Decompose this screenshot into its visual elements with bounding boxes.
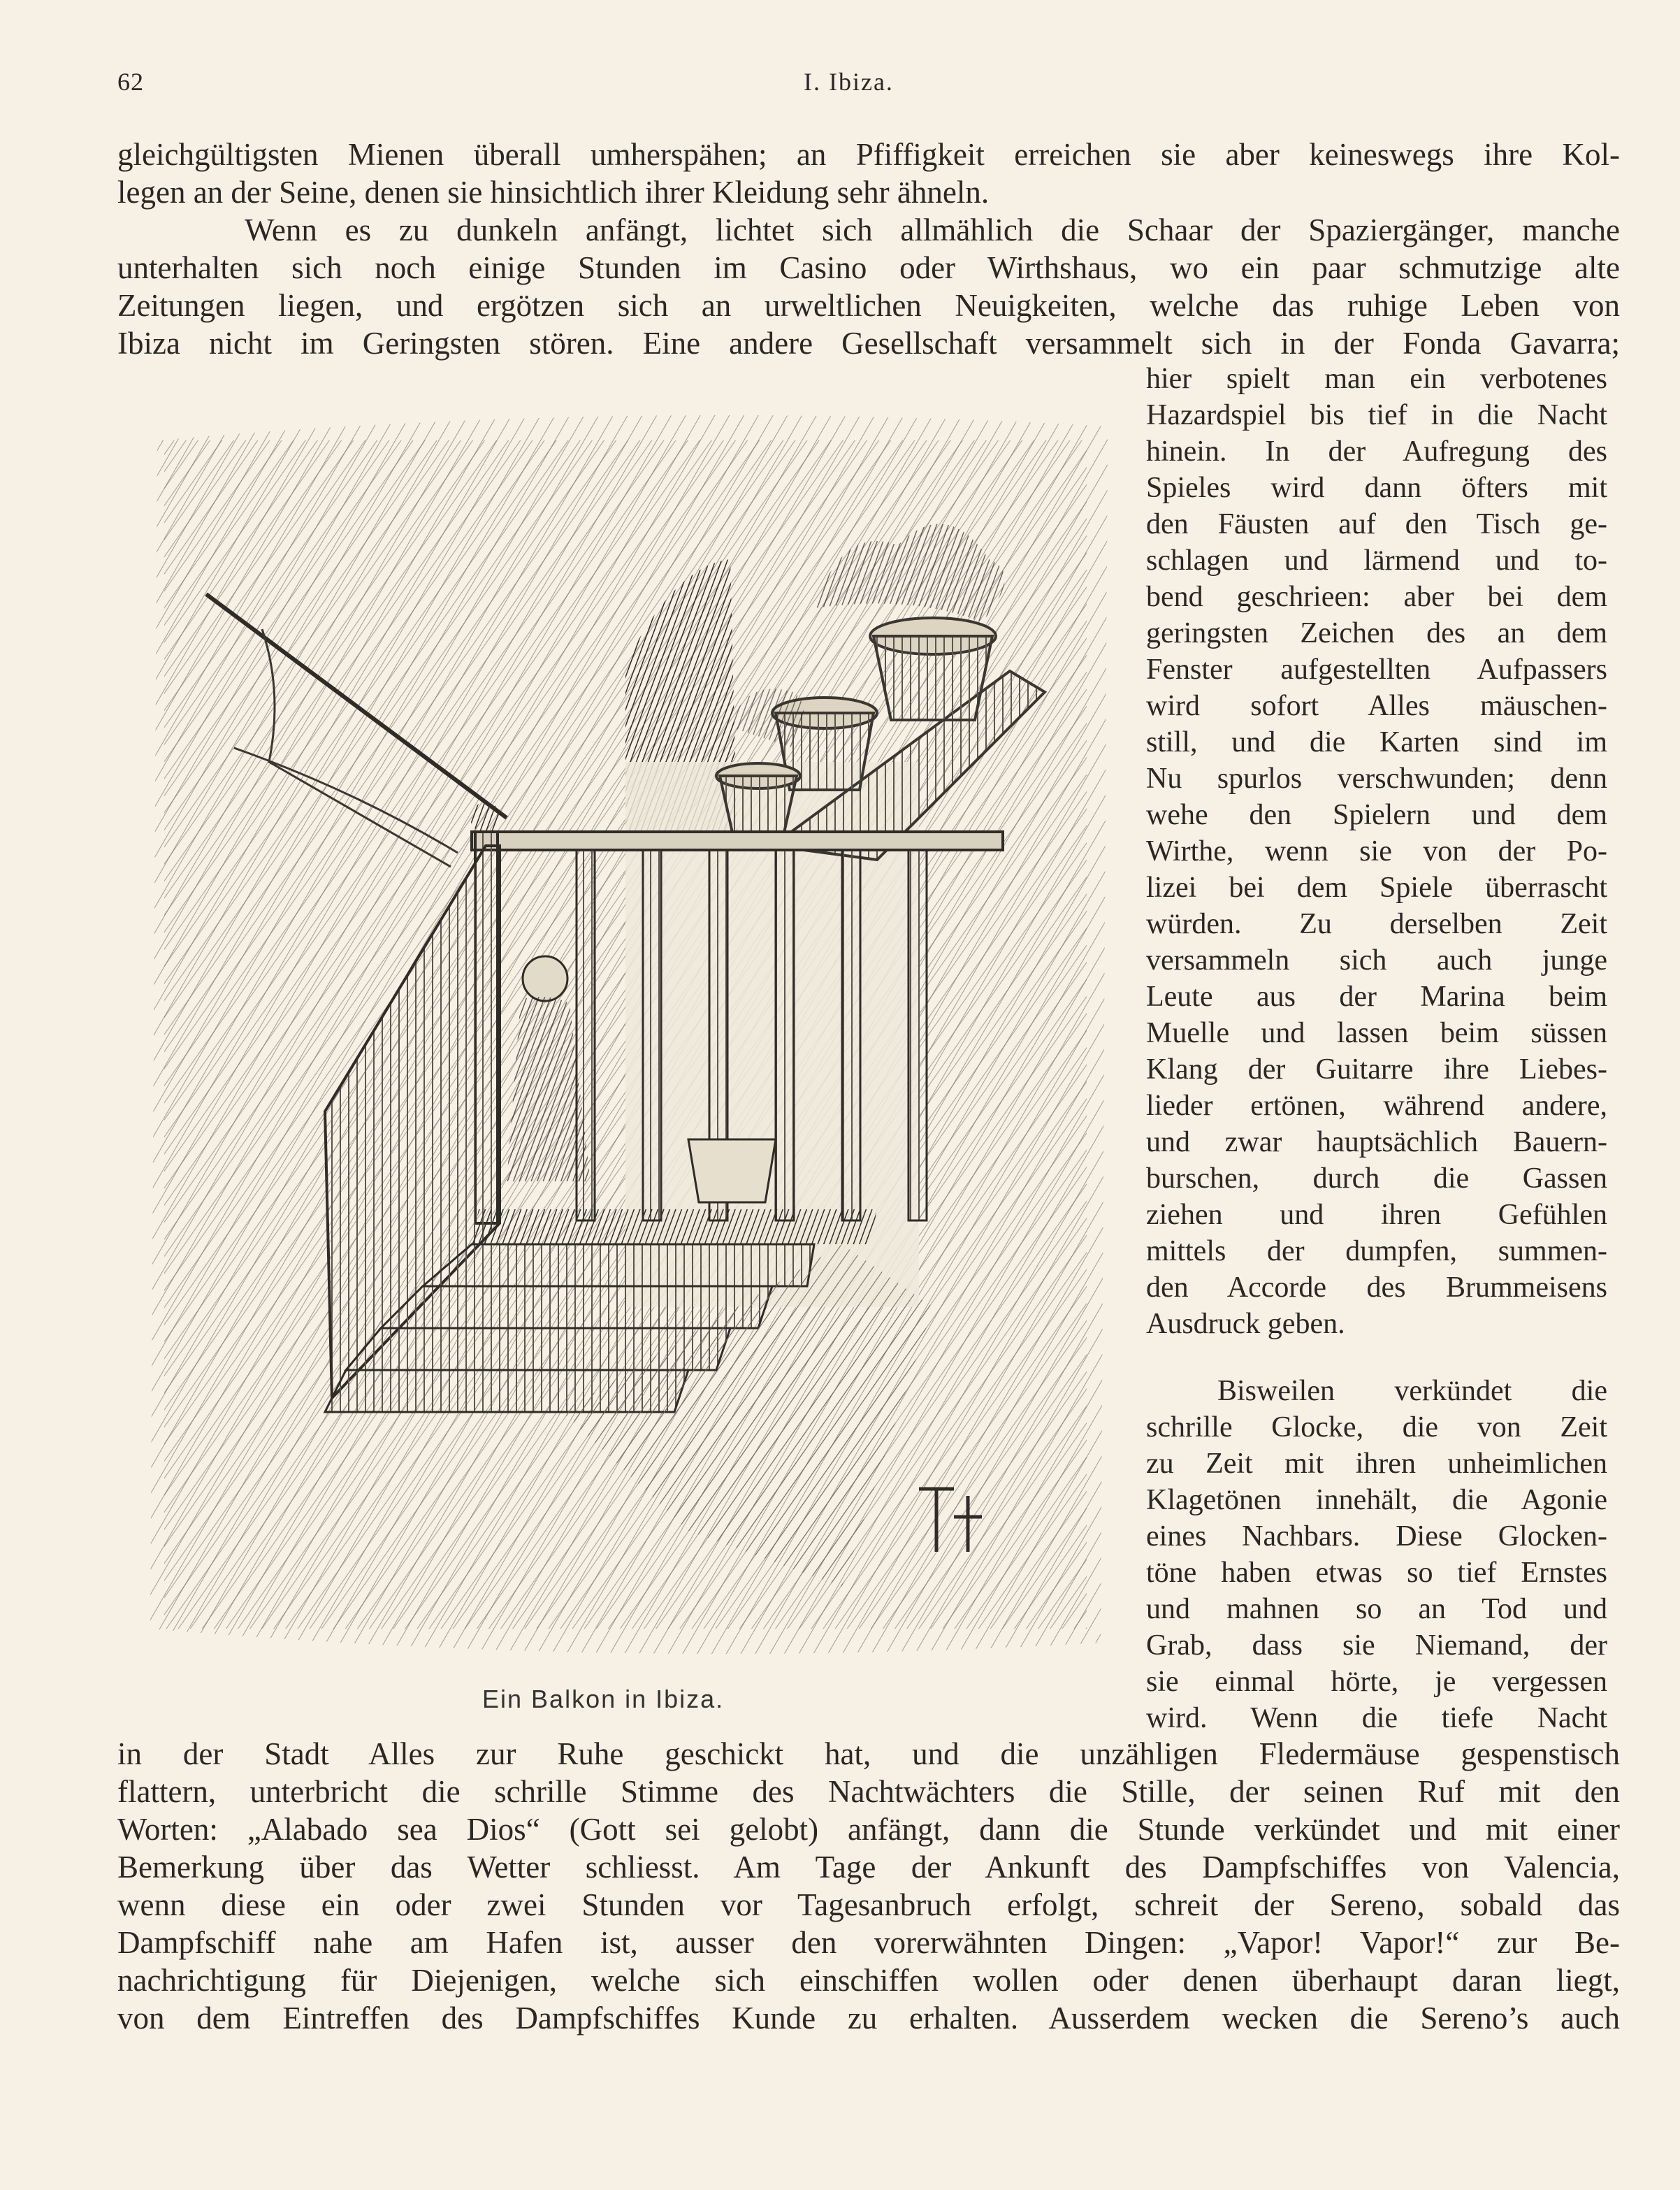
column-line: würden. Zu derselben Zeit [1146, 908, 1607, 940]
column-line: lieder ertönen, während andere, [1146, 1090, 1607, 1122]
column-line: Leute aus der Marina beim [1146, 981, 1607, 1013]
baluster [842, 850, 860, 1220]
column-line: schlagen und lärmend und to- [1146, 545, 1607, 577]
baluster [908, 850, 927, 1220]
body-line: legen an der Seine, denen sie hinsichtlich ihrer Kleidung sehr ähneln. [117, 175, 990, 210]
column-line: Muelle und lassen beim süssen [1146, 1017, 1607, 1049]
column-line: Bisweilen verkündet die [1217, 1375, 1607, 1407]
body-line: wenn diese ein oder zwei Stunden vor Tagesanbruch erfolgt, schreit der Sereno, sobald das [117, 1887, 1620, 1922]
floor-pot [688, 1139, 776, 1202]
body-line: von dem Eintreffen des Dampfschiffes Kunde zu erhalten. Ausserdem wecken die Sereno’s auch [117, 2001, 1620, 2036]
column-line: lizei bei dem Spiele überrascht [1146, 872, 1607, 904]
column-line: wird. Wenn die tiefe Nacht [1146, 1702, 1607, 1734]
column-line: zu Zeit mit ihren unheimlichen [1146, 1448, 1607, 1480]
newel-post-knob [470, 802, 501, 833]
column-line: wehe den Spielern und dem [1146, 799, 1607, 831]
body-line: Worten: „Alabado sea Dios“ (Gott sei gelobt) anfängt, dann die Stunde verkündet und mit einer [117, 1812, 1620, 1847]
column-line: Klagetönen innehält, die Agonie [1146, 1484, 1607, 1516]
column-line: wird sofort Alles mäuschen- [1146, 690, 1607, 722]
column-line: Ausdruck geben. [1146, 1308, 1345, 1340]
body-line: unterhalten sich noch einige Stunden im Casino oder Wirthshaus, wo ein paar schmutzige alte [117, 250, 1620, 285]
balcony-illustration [143, 398, 1108, 1671]
body-line: Wenn es zu dunkeln anfängt, lichtet sich allmählich die Schaar der Spaziergänger, manche [245, 212, 1620, 247]
column-line: Spieles wird dann öfters mit [1146, 472, 1607, 504]
body-line: nachrichtigung für Diejenigen, welche sich einschiffen wollen oder denen überhaupt daran liegt, [117, 1963, 1620, 1998]
column-line: Wirthe, wenn sie von der Po- [1146, 835, 1607, 867]
column-line: eines Nachbars. Diese Glocken- [1146, 1520, 1607, 1553]
column-line: bend geschrieen: aber bei dem [1146, 581, 1607, 613]
stair-step [423, 1244, 814, 1286]
body-line: Zeitungen liegen, und ergötzen sich an urweltlichen Neuigkeiten, welche das ruhige Leben von [117, 288, 1620, 323]
column-line: den Accorde des Brummeisens [1146, 1272, 1607, 1304]
column-line: versammeln sich auch junge [1146, 944, 1607, 977]
column-line: töne haben etwas so tief Ernstes [1146, 1557, 1607, 1589]
column-line: Fenster aufgestellten Aufpassers [1146, 654, 1607, 686]
railing-top [472, 832, 1003, 850]
column-line: geringsten Zeichen des an dem [1146, 617, 1607, 649]
column-line: still, und die Karten sind im [1146, 726, 1607, 758]
body-line: flattern, unterbricht die schrille Stimme des Nachtwächters die Stille, der seinen Ruf mit den [117, 1774, 1620, 1809]
column-line: hinein. In der Aufregung des [1146, 435, 1607, 468]
column-line: ziehen und ihren Gefühlen [1146, 1199, 1607, 1231]
running-title: I. Ibiza. [804, 68, 894, 96]
column-line: Hazardspiel bis tief in die Nacht [1146, 399, 1607, 431]
body-line: Bemerkung über das Wetter schliesst. Am Tage der Ankunft des Dampfschiffes von Valencia, [117, 1850, 1620, 1885]
body-line: in der Stadt Alles zur Ruhe geschickt hat, und die unzähligen Fledermäuse gespenstisch [117, 1736, 1620, 1771]
column-line: und mahnen so an Tod und [1146, 1593, 1607, 1625]
child-head [523, 956, 567, 1001]
page-number: 62 [117, 68, 144, 96]
baluster [776, 850, 794, 1220]
column-line: schrille Glocke, die von Zeit [1146, 1411, 1607, 1443]
column-line: mittels der dumpfen, summen- [1146, 1235, 1607, 1267]
balcony-floor [472, 1209, 877, 1244]
column-line: den Fäusten auf den Tisch ge- [1146, 508, 1607, 540]
baluster [643, 850, 661, 1220]
column-line: Nu spurlos verschwunden; denn [1146, 763, 1607, 795]
column-line: sie einmal hörte, je vergessen [1146, 1666, 1607, 1698]
body-line: Dampfschiff nahe am Hafen ist, ausser den vorerwähnten Dingen: „Vapor! Vapor!“ zur Be- [117, 1925, 1620, 1960]
column-line: hier spielt man ein verbotenes [1146, 363, 1607, 395]
figure-caption: Ein Balkon in Ibiza. [482, 1685, 725, 1713]
body-line: gleichgültigsten Mienen überall umherspähen; an Pfiffigkeit erreichen sie aber keineswegs ihre Kol- [117, 137, 1620, 172]
column-line: Klang der Guitarre ihre Liebes- [1146, 1053, 1607, 1086]
column-line: burschen, durch die Gassen [1146, 1162, 1607, 1195]
body-line: Ibiza nicht im Geringsten stören. Eine andere Gesellschaft versammelt sich in der Fonda Gavarra; [117, 326, 1620, 361]
column-line: und zwar hauptsächlich Bauern- [1146, 1126, 1607, 1158]
column-line: Grab, dass sie Niemand, der [1146, 1629, 1607, 1662]
